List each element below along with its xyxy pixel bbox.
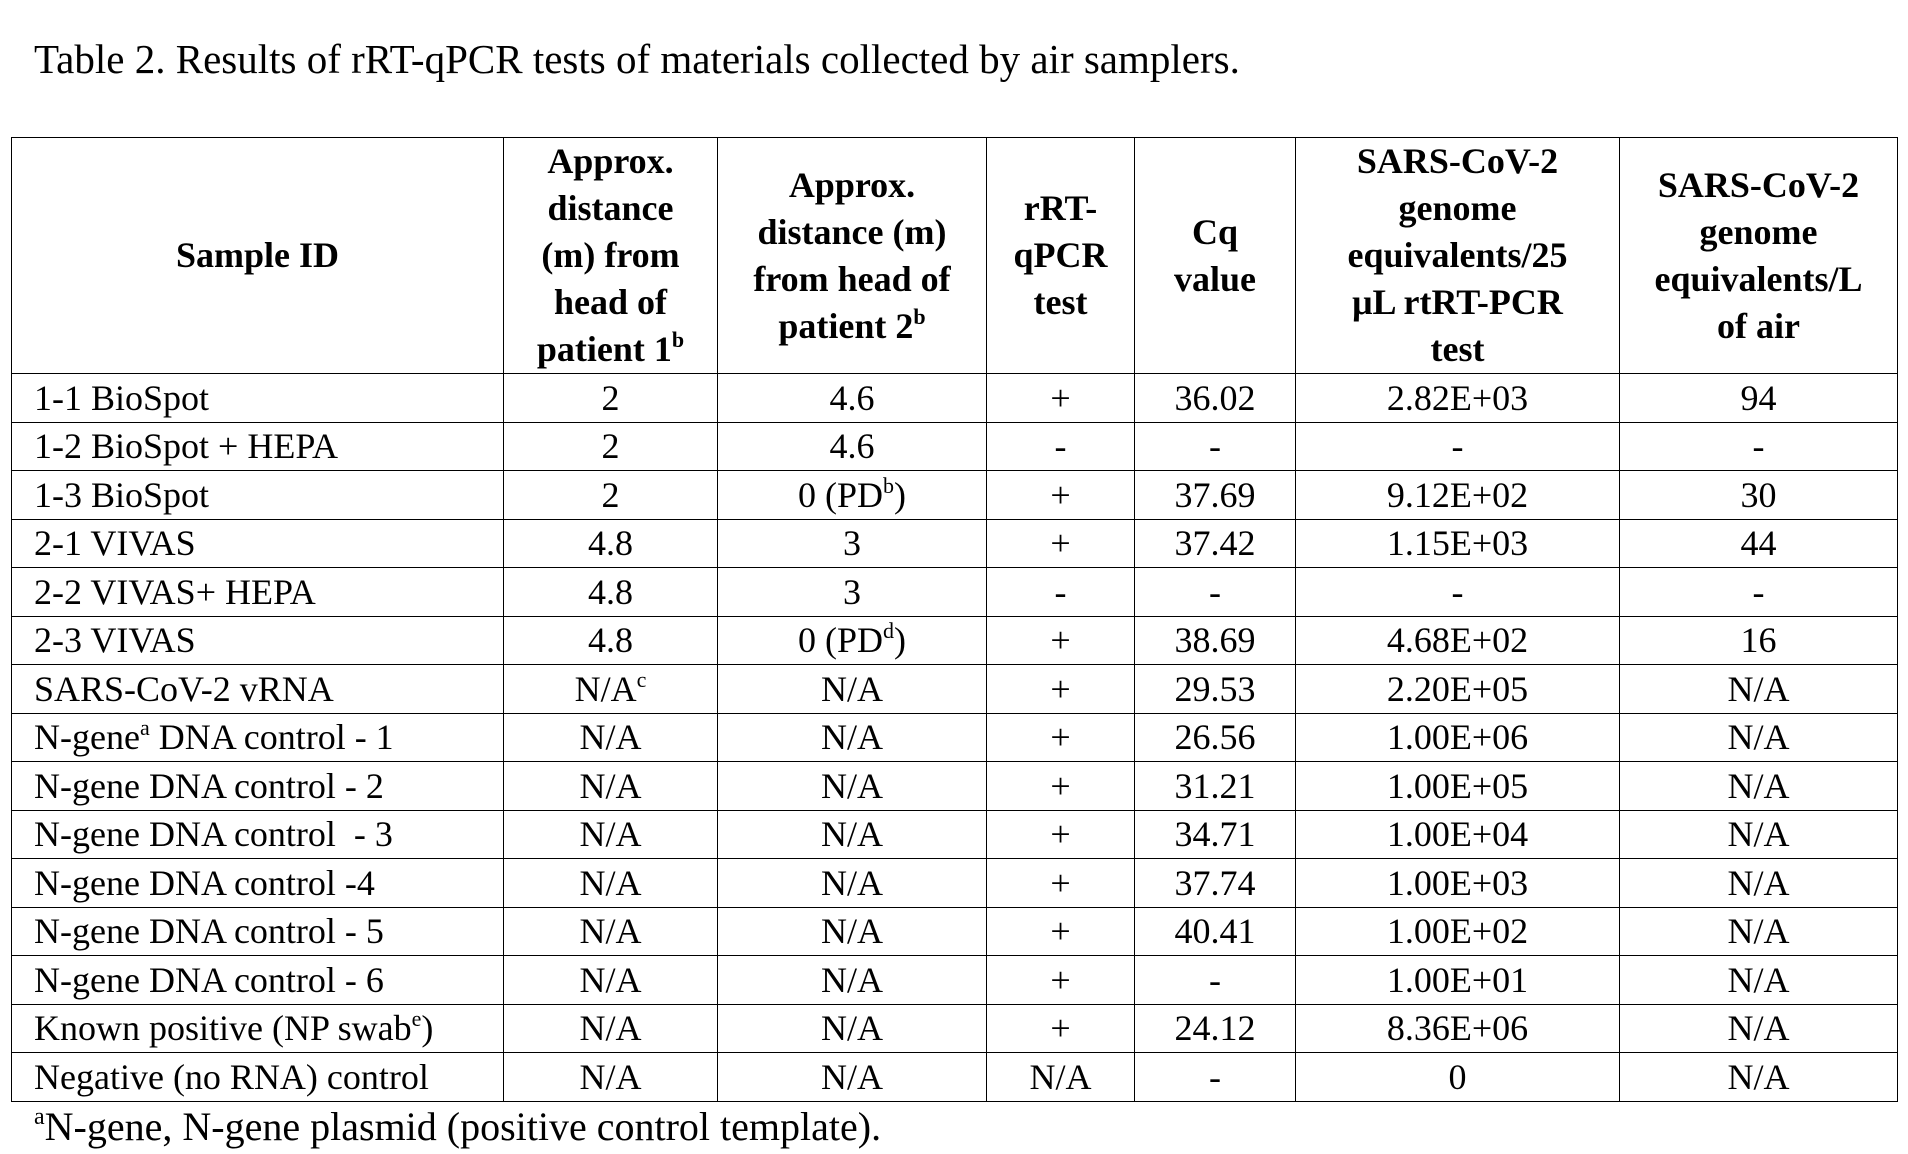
footnote-text: N-gene, N-gene plasmid (positive control template). <box>44 1104 882 1149</box>
cell-text: N/A <box>821 1008 883 1049</box>
column-header-distance-patient-2 <box>718 138 987 374</box>
column-header-line: rRT- <box>1023 188 1098 228</box>
cell-text: + <box>1050 1008 1071 1049</box>
cell-text: 36.02 <box>1174 377 1256 418</box>
cell-distance-patient-1 <box>504 1053 718 1102</box>
cell-rrt-qpcr-test <box>987 519 1135 568</box>
column-header-cq-value <box>1135 138 1296 374</box>
cell-text: N/A <box>1727 1008 1790 1049</box>
cell-genome-equivalents-per-25ul <box>1296 519 1620 568</box>
column-header-line: (m) from <box>541 235 680 275</box>
cell-text: 37.42 <box>1174 523 1256 564</box>
cell-rrt-qpcr-test <box>987 1004 1135 1053</box>
cell-text: 2-2 VIVAS+ HEPA <box>34 571 316 612</box>
cell-genome-equivalents-per-25ul <box>1296 713 1620 762</box>
cell-distance-patient-2 <box>718 422 987 471</box>
cell-genome-equivalents-per-liter <box>1620 374 1898 423</box>
cell-text: 0 (PD <box>797 474 883 515</box>
cell-text: 2 <box>601 426 620 467</box>
cell-rrt-qpcr-test <box>987 713 1135 762</box>
cell-text: N/A <box>821 959 883 1000</box>
cell-sample-id <box>12 422 504 471</box>
cell-text: 4.68E+02 <box>1386 620 1529 661</box>
cell-distance-patient-1 <box>504 859 718 908</box>
cell-text: + <box>1050 717 1071 758</box>
cell-cq-value <box>1135 1053 1296 1102</box>
cell-text: N/A <box>1727 1056 1790 1097</box>
cell-rrt-qpcr-test <box>987 859 1135 908</box>
cell-text: 34.71 <box>1174 814 1256 855</box>
cell-text: 1.15E+03 <box>1386 523 1529 564</box>
cell-distance-patient-2 <box>718 956 987 1005</box>
cell-text: N-gene DNA control - 2 <box>34 765 384 806</box>
table-row <box>12 374 1898 423</box>
cell-sample-id <box>12 956 504 1005</box>
table-row <box>12 1053 1898 1102</box>
cell-text: + <box>1050 668 1071 709</box>
cell-genome-equivalents-per-liter <box>1620 762 1898 811</box>
cell-genome-equivalents-per-25ul <box>1296 374 1620 423</box>
cell-distance-patient-2 <box>718 810 987 859</box>
cell-distance-patient-1 <box>504 374 718 423</box>
cell-distance-patient-1 <box>504 471 718 520</box>
cell-text: N-gene DNA control - 6 <box>34 959 384 1000</box>
cell-text: 1-2 BioSpot + HEPA <box>34 426 339 467</box>
cell-genome-equivalents-per-liter <box>1620 665 1898 714</box>
cell-text: 2.20E+05 <box>1386 668 1529 709</box>
cell-text: - <box>1209 426 1221 467</box>
cell-text: + <box>1050 911 1071 952</box>
cell-text: 2-1 VIVAS <box>34 523 196 564</box>
cell-cq-value <box>1135 1004 1296 1053</box>
column-header-line: Approx. <box>788 164 916 205</box>
cell-text: SARS-CoV-2 vRNA <box>34 668 334 709</box>
cell-cq-value <box>1135 859 1296 908</box>
cell-text: N/A <box>1727 911 1790 952</box>
cell-text: 30 <box>1740 474 1777 515</box>
cell-genome-equivalents-per-25ul <box>1296 907 1620 956</box>
footnote-marker: b <box>883 472 894 498</box>
cell-text: N/A <box>821 814 883 855</box>
cell-text: N-gene <box>34 717 140 758</box>
cell-text: N/A <box>1727 959 1790 1000</box>
cell-rrt-qpcr-test <box>987 665 1135 714</box>
cell-genome-equivalents-per-25ul <box>1296 762 1620 811</box>
cell-sample-id <box>12 907 504 956</box>
cell-text: 2 <box>601 474 620 515</box>
cell-rrt-qpcr-test <box>987 1053 1135 1102</box>
footnote-marker: b <box>913 303 926 329</box>
cell-text: N/A <box>1727 765 1790 806</box>
cell-text: 24.12 <box>1174 1008 1256 1049</box>
cell-text: - <box>1209 959 1221 1000</box>
column-header-line: μL rtRT-PCR <box>1352 282 1563 322</box>
cell-genome-equivalents-per-liter <box>1620 616 1898 665</box>
cell-genome-equivalents-per-liter <box>1620 956 1898 1005</box>
cell-sample-id <box>12 1053 504 1102</box>
cell-cq-value <box>1135 762 1296 811</box>
cell-genome-equivalents-per-liter <box>1620 713 1898 762</box>
cell-text: - <box>1451 426 1464 467</box>
table-row <box>12 665 1898 714</box>
table-row <box>12 713 1898 762</box>
cell-text: 4.8 <box>588 571 633 612</box>
cell-genome-equivalents-per-liter <box>1620 1053 1898 1102</box>
cell-text: + <box>1050 814 1071 855</box>
cell-text: 26.56 <box>1174 717 1256 758</box>
cell-text: 1.00E+04 <box>1386 814 1529 855</box>
cell-text-suffix: DNA control - 1 <box>149 717 394 758</box>
cell-text: 1-1 BioSpot <box>34 377 210 418</box>
cell-rrt-qpcr-test <box>987 568 1135 617</box>
cell-text: 2-3 VIVAS <box>34 620 196 661</box>
column-header-line: distance (m) <box>757 211 947 252</box>
footnote-marker: b <box>671 327 685 352</box>
cell-genome-equivalents-per-liter <box>1620 471 1898 520</box>
cell-genome-equivalents-per-25ul <box>1296 422 1620 471</box>
cell-text: 9.12E+02 <box>1386 474 1529 515</box>
cell-distance-patient-1 <box>504 907 718 956</box>
cell-text: N-gene DNA control -4 <box>34 862 375 903</box>
cell-genome-equivalents-per-25ul <box>1296 665 1620 714</box>
cell-distance-patient-1 <box>504 1004 718 1053</box>
cell-sample-id <box>12 374 504 423</box>
footnote-marker: a <box>34 1104 45 1130</box>
column-header-line: SARS-CoV-2 <box>1657 164 1860 205</box>
cell-text: N/A <box>1727 814 1790 855</box>
cell-sample-id <box>12 810 504 859</box>
cell-text: N-gene DNA control - 5 <box>34 911 384 952</box>
column-header-line: head of <box>553 282 667 322</box>
cell-text: N/A <box>821 862 883 903</box>
cell-text: - <box>1209 571 1221 612</box>
footnote-marker: d <box>883 618 894 644</box>
cell-cq-value <box>1135 616 1296 665</box>
cell-text: N/A <box>821 911 883 952</box>
table-row <box>12 956 1898 1005</box>
cell-text: 1-3 BioSpot <box>34 474 210 515</box>
cell-text: N/A <box>1029 1056 1092 1097</box>
cell-distance-patient-1 <box>504 956 718 1005</box>
cell-text: N/A <box>1727 668 1790 709</box>
cell-distance-patient-2 <box>718 519 987 568</box>
cell-rrt-qpcr-test <box>987 374 1135 423</box>
column-header-text: patient 1 <box>536 329 672 369</box>
cell-genome-equivalents-per-25ul <box>1296 1004 1620 1053</box>
column-header-line: equivalents/25 <box>1347 235 1568 275</box>
cell-text: 4.6 <box>829 426 875 467</box>
cell-text: N/A <box>579 717 642 758</box>
cell-text: + <box>1050 523 1071 564</box>
cell-text: N/A <box>579 814 642 855</box>
column-header-line: from head of <box>753 258 951 299</box>
column-header-line: equivalents/L <box>1654 258 1863 299</box>
cell-distance-patient-2 <box>718 1004 987 1053</box>
table-row <box>12 907 1898 956</box>
cell-distance-patient-1 <box>504 713 718 762</box>
cell-text: 1.00E+01 <box>1386 959 1529 1000</box>
cell-text: N/A <box>579 1056 642 1097</box>
cell-cq-value <box>1135 568 1296 617</box>
cell-text: N/A <box>1727 717 1790 758</box>
cell-text: 1.00E+03 <box>1386 862 1529 903</box>
cell-rrt-qpcr-test <box>987 907 1135 956</box>
cell-text: - <box>1451 571 1464 612</box>
cell-genome-equivalents-per-25ul <box>1296 471 1620 520</box>
cell-text: 0 <box>1448 1056 1467 1097</box>
cell-cq-value <box>1135 519 1296 568</box>
table-row <box>12 616 1898 665</box>
cell-distance-patient-1 <box>504 422 718 471</box>
table-caption: Table 2. Results of rRT-qPCR tests of materials collected by air samplers. <box>34 36 1240 82</box>
cell-sample-id <box>12 1004 504 1053</box>
table-row <box>12 1004 1898 1053</box>
column-header-line: Sample ID <box>175 235 340 275</box>
column-header-line: SARS-CoV-2 <box>1356 141 1559 181</box>
cell-rrt-qpcr-test <box>987 471 1135 520</box>
column-header-rrt-qpcr-test <box>987 138 1135 374</box>
cell-text: 4.6 <box>829 377 875 418</box>
cell-cq-value <box>1135 713 1296 762</box>
column-header-line: of air <box>1717 305 1800 346</box>
cell-text: 1.00E+06 <box>1386 717 1529 758</box>
cell-text: - <box>1209 1056 1221 1097</box>
table-row <box>12 810 1898 859</box>
cell-text: 1.00E+02 <box>1386 911 1529 952</box>
table-row <box>12 762 1898 811</box>
cell-text: 94 <box>1740 377 1777 418</box>
cell-text: Negative (no RNA) control <box>34 1056 429 1097</box>
cell-text: N/A <box>579 1008 642 1049</box>
cell-text: 29.53 <box>1174 668 1256 709</box>
cell-text: N/A <box>579 911 642 952</box>
column-header-genome-equivalents-per-liter <box>1620 138 1898 374</box>
cell-text: 37.74 <box>1174 862 1256 903</box>
cell-cq-value <box>1135 956 1296 1005</box>
cell-text: + <box>1050 862 1071 903</box>
cell-text-suffix: ) <box>421 1008 434 1049</box>
table-row <box>12 471 1898 520</box>
cell-genome-equivalents-per-liter <box>1620 1004 1898 1053</box>
column-header-distance-patient-1 <box>504 138 718 374</box>
cell-distance-patient-2 <box>718 471 987 520</box>
cell-cq-value <box>1135 471 1296 520</box>
cell-genome-equivalents-per-liter <box>1620 859 1898 908</box>
cell-genome-equivalents-per-25ul <box>1296 568 1620 617</box>
cell-rrt-qpcr-test <box>987 810 1135 859</box>
cell-text: Known positive (NP swab <box>34 1008 412 1049</box>
column-header-line: Approx. <box>547 141 674 181</box>
column-header-line: qPCR <box>1013 235 1108 275</box>
column-header-line: test <box>1033 282 1088 322</box>
cell-distance-patient-2 <box>718 665 987 714</box>
cell-text: 4.8 <box>588 523 633 564</box>
cell-genome-equivalents-per-liter <box>1620 810 1898 859</box>
table-row <box>12 422 1898 471</box>
cell-text: - <box>1054 426 1067 467</box>
cell-text: 44 <box>1740 523 1777 564</box>
header-row <box>12 138 1898 374</box>
table-row <box>12 859 1898 908</box>
cell-sample-id <box>12 762 504 811</box>
cell-text: 2.82E+03 <box>1386 377 1529 418</box>
cell-text: - <box>1752 426 1765 467</box>
cell-genome-equivalents-per-25ul <box>1296 1053 1620 1102</box>
cell-text: + <box>1050 765 1071 806</box>
cell-text-suffix: ) <box>894 620 906 661</box>
cell-text: 37.69 <box>1174 474 1256 515</box>
table-row <box>12 519 1898 568</box>
cell-text: + <box>1050 377 1071 418</box>
cell-cq-value <box>1135 374 1296 423</box>
cell-distance-patient-2 <box>718 762 987 811</box>
column-header-line: genome <box>1398 188 1517 228</box>
column-header-line: Cq <box>1191 211 1239 252</box>
cell-text: N/A <box>579 862 642 903</box>
cell-text: + <box>1050 620 1071 661</box>
cell-genome-equivalents-per-25ul <box>1296 859 1620 908</box>
cell-cq-value <box>1135 810 1296 859</box>
cell-distance-patient-1 <box>504 762 718 811</box>
cell-text: 1.00E+05 <box>1386 765 1529 806</box>
column-header-sample-id <box>12 138 504 374</box>
footnote-marker: a <box>139 715 150 741</box>
cell-rrt-qpcr-test <box>987 616 1135 665</box>
cell-text: 40.41 <box>1174 911 1256 952</box>
cell-genome-equivalents-per-25ul <box>1296 810 1620 859</box>
table-row <box>12 568 1898 617</box>
cell-text: N-gene DNA control - 3 <box>34 814 393 855</box>
cell-genome-equivalents-per-25ul <box>1296 616 1620 665</box>
footnote <box>34 1102 881 1152</box>
cell-distance-patient-2 <box>718 859 987 908</box>
cell-distance-patient-1 <box>504 519 718 568</box>
cell-sample-id <box>12 665 504 714</box>
cell-distance-patient-2 <box>718 907 987 956</box>
cell-distance-patient-2 <box>718 374 987 423</box>
cell-distance-patient-1 <box>504 810 718 859</box>
column-header-genome-equivalents-per-25ul <box>1296 138 1620 374</box>
cell-text: + <box>1050 474 1071 515</box>
cell-cq-value <box>1135 422 1296 471</box>
footnote-marker: c <box>636 666 647 692</box>
cell-genome-equivalents-per-liter <box>1620 519 1898 568</box>
cell-text: 8.36E+06 <box>1386 1008 1529 1049</box>
cell-text: N/A <box>574 668 637 709</box>
cell-distance-patient-2 <box>718 568 987 617</box>
cell-text: 4.8 <box>588 620 633 661</box>
footnote-marker: e <box>411 1006 422 1032</box>
cell-text-suffix: ) <box>894 474 906 515</box>
cell-genome-equivalents-per-25ul <box>1296 956 1620 1005</box>
cell-sample-id <box>12 568 504 617</box>
cell-text: - <box>1752 571 1765 612</box>
cell-sample-id <box>12 519 504 568</box>
cell-cq-value <box>1135 665 1296 714</box>
cell-text: N/A <box>821 717 883 758</box>
cell-genome-equivalents-per-liter <box>1620 568 1898 617</box>
column-header-text: patient 2 <box>778 305 914 346</box>
column-header-line: genome <box>1699 211 1818 252</box>
cell-text: 16 <box>1740 620 1777 661</box>
cell-rrt-qpcr-test <box>987 762 1135 811</box>
cell-text: N/A <box>821 1056 883 1097</box>
cell-genome-equivalents-per-liter <box>1620 907 1898 956</box>
column-header-line: test <box>1430 329 1485 369</box>
cell-text: - <box>1054 571 1067 612</box>
cell-text: 38.69 <box>1174 620 1256 661</box>
cell-text: 2 <box>601 377 620 418</box>
cell-distance-patient-1 <box>504 568 718 617</box>
cell-text: N/A <box>821 668 883 709</box>
cell-rrt-qpcr-test <box>987 956 1135 1005</box>
cell-text: N/A <box>1727 862 1790 903</box>
cell-text: 0 (PD <box>797 620 883 661</box>
column-header-line: distance <box>547 188 674 228</box>
cell-text: N/A <box>579 959 642 1000</box>
cell-distance-patient-1 <box>504 616 718 665</box>
cell-text: 3 <box>843 523 861 564</box>
cell-sample-id <box>12 713 504 762</box>
cell-distance-patient-2 <box>718 1053 987 1102</box>
column-header-line <box>504 326 717 373</box>
cell-genome-equivalents-per-liter <box>1620 422 1898 471</box>
cell-sample-id <box>12 616 504 665</box>
cell-text: 3 <box>843 571 861 612</box>
results-table <box>11 137 1898 1102</box>
cell-cq-value <box>1135 907 1296 956</box>
cell-text: N/A <box>821 765 883 806</box>
cell-text: N/A <box>579 765 642 806</box>
cell-rrt-qpcr-test <box>987 422 1135 471</box>
table-body <box>12 374 1898 1102</box>
column-header-line: value <box>1173 258 1256 299</box>
cell-sample-id <box>12 471 504 520</box>
cell-distance-patient-1 <box>504 665 718 714</box>
cell-distance-patient-2 <box>718 616 987 665</box>
cell-distance-patient-2 <box>718 713 987 762</box>
cell-sample-id <box>12 859 504 908</box>
column-header-line <box>718 303 986 350</box>
cell-text: 31.21 <box>1174 765 1256 806</box>
cell-text: + <box>1050 959 1071 1000</box>
